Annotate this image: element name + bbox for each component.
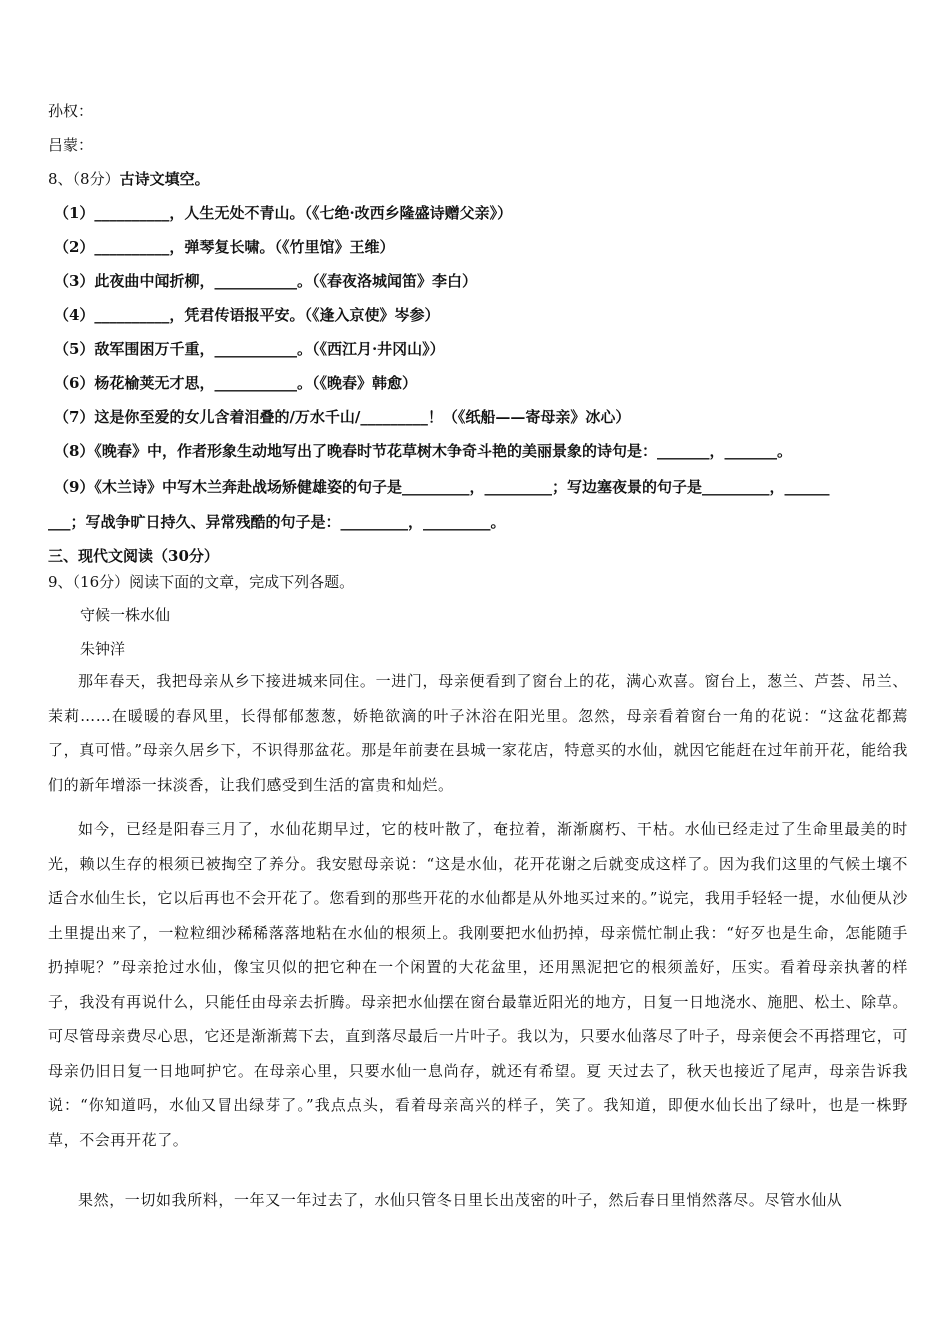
- question-9-heading: 9、（16分）阅读下面的文章，完成下列各题。: [48, 573, 355, 591]
- q8-item-8: （8）《晚春》中，作者形象生动地写出了晚春时节花草树木争奇斗艳的美丽景象的诗句是：_______，_______。: [54, 442, 792, 460]
- question-8-prefix: 8、（8分）: [48, 170, 120, 188]
- q8-item-1: （1）__________，人生无处不青山。（《七绝·改西乡隆盛诗赠父亲》）: [54, 204, 513, 222]
- q8-item-4: （4）__________，凭君传语报平安。（《逢入京使》岑参）: [54, 306, 440, 324]
- question-8-title: 古诗文填空。: [119, 170, 210, 188]
- q8-item-7: （7）这是你至爱的女儿含着泪叠的/万水千山/_________！（《纸船——寄母亲》冰心）: [54, 408, 631, 426]
- header-line-lvmeng: 吕蒙：: [48, 136, 94, 154]
- question-8-heading: [48, 169, 210, 189]
- q8-item-5: （5）敌军围困万千重，___________。（《西江月·井冈山》）: [54, 340, 445, 358]
- article-paragraph-2: 如今，已经是阳春三月了，水仙花期早过，它的枝叶散了，奄拉着，渐渐腐朽、干枯。水仙已经走过了生命里最美的时光，赖以生存的根须已被掏空了养分。我安慰母亲说：“这是水仙，花开花谢之后就变成这样了。因为我们这里的气候土壤不适合水仙生长，它以后再也不会开花了。您看到的那些开花的水仙都是从外地买过来的。”说完，我用手轻轻一提，水仙便从沙土里提出来了，一粒粒细沙稀稀落落地粘在水仙的根须上。我刚要把水仙扔掉，母亲慌忙制止我：“好歹也是生命，怎能随手扔掉呢？”母亲抢过水仙，像宝贝似的把它种在一个闲置的大花盆里，还用黑泥把它的根须盖好，压实。看着母亲执著的样子，我没有再说什么，只能任由母亲去折腾。母亲把水仙摆在窗台最靠近阳光的地方，日复一日地浇水、施肥、松土、除草。可尽管母亲费尽心思，它还是渐渐蔫下去，直到落尽最后一片叶子。我以为，只要水仙落尽了叶子，母亲便会不再搭理它，可母亲仍旧日复一日地呵护它。在母亲心里，只要水仙一息尚存，就还有希望。夏 天过去了，秋天也接近了尾声，母亲告诉我说：“你知道吗，水仙又冒出绿芽了。”我点点头，看着母亲高兴的样子，笑了。我知道，即便水仙长出了绿叶，也是一株野草，不会再开花了。: [48, 820, 908, 1149]
- section-3-heading: 三、现代文阅读（30分）: [48, 547, 219, 565]
- q8-item-3: （3）此夜曲中闻折柳，___________。（《春夜洛城闻笛》李白）: [54, 272, 477, 290]
- q8-item-2: （2）__________，弹琴复长啸。（《竹里馆》王维）: [54, 238, 395, 256]
- q8-item-9-continued: ___；写战争旷日持久、异常残酷的句子是：_________，_________。: [48, 513, 506, 531]
- article-paragraph-3: 果然，一切如我所料，一年又一年过去了，水仙只管冬日里长出茂密的叶子，然后春日里悄然落尽。尽管水仙从: [78, 1191, 843, 1209]
- header-line-sunquan: 孙权：: [48, 102, 94, 120]
- article-title: 守候一株水仙: [80, 606, 171, 624]
- article-paragraph-1: 那年春天，我把母亲从乡下接进城来同住。一进门，母亲便看到了窗台上的花，满心欢喜。窗台上，葱兰、芦荟、吊兰、茉莉……在暖暖的春风里，长得郁郁葱葱，娇艳欲滴的叶子沐浴在阳光里。忽然，母亲看着窗台一角的花说：“这盆花都蔫了，真可惜。”母亲久居乡下，不识得那盆花。那是年前妻在县城一家花店，特意买的水仙，就因它能赶在过年前开花，能给我们的新年增添一抹淡香，让我们感受到生活的富贵和灿烂。: [48, 672, 908, 794]
- article-author: 朱钟洋: [80, 640, 126, 658]
- q8-item-9: （9）《木兰诗》中写木兰奔赴战场矫健雄姿的句子是_________，_________；写边塞夜景的句子是_________，______: [54, 478, 830, 496]
- q8-item-6: （6）杨花榆荚无才思，___________。（《晚春》韩愈）: [54, 374, 417, 392]
